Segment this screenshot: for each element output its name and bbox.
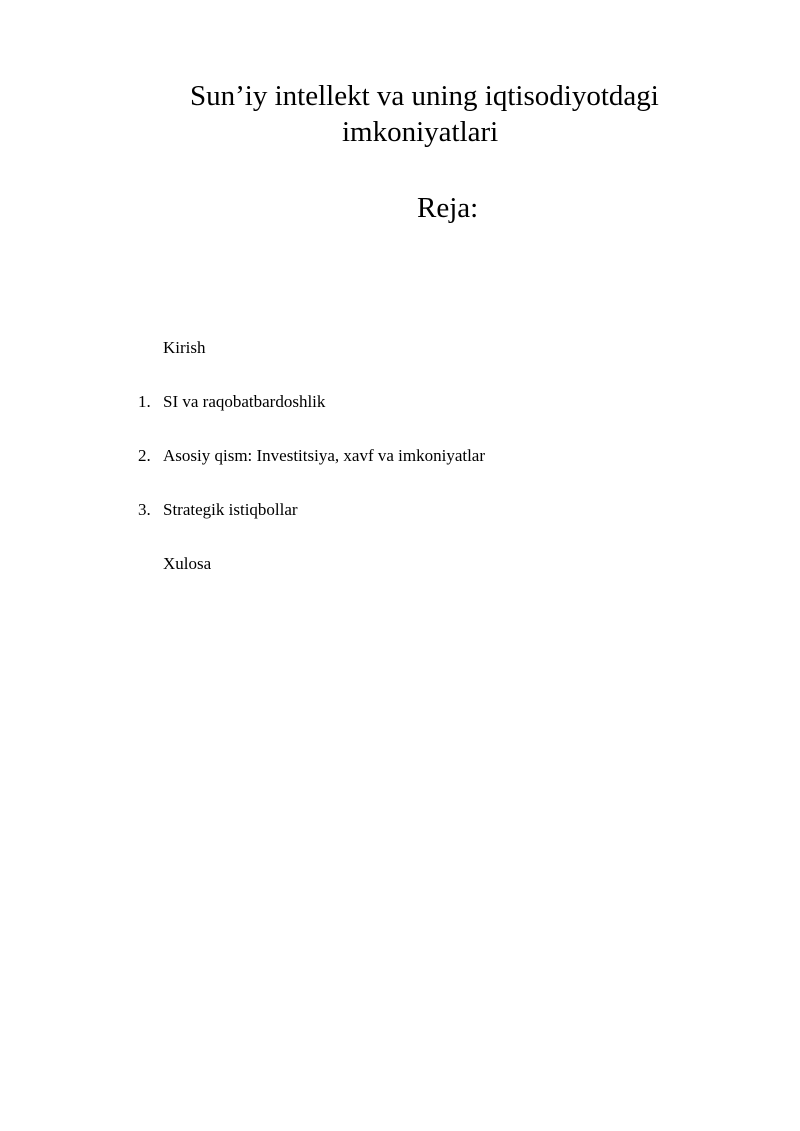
plan-item-label: Kirish [163, 338, 206, 357]
plan-item-label: Strategik istiqbollar [163, 500, 298, 519]
plan-item-number: 2. [138, 446, 151, 465]
document-title [190, 78, 750, 150]
plan-item-label: Xulosa [163, 554, 212, 573]
plan-item-label: Asosiy qism: Investitsiya, xavf va imkoniyatlar [163, 446, 486, 465]
plan-item-number: 1. [138, 392, 151, 411]
plan-heading: Reja: [417, 192, 479, 224]
title-line-1: Sun’iy intellekt va uning iqtisodiyotdagi [190, 80, 659, 112]
plan-item-label: SI va raqobatbardoshlik [163, 392, 326, 411]
plan-item-number: 3. [138, 500, 151, 519]
title-line-2: imkoniyatlari [342, 116, 499, 148]
